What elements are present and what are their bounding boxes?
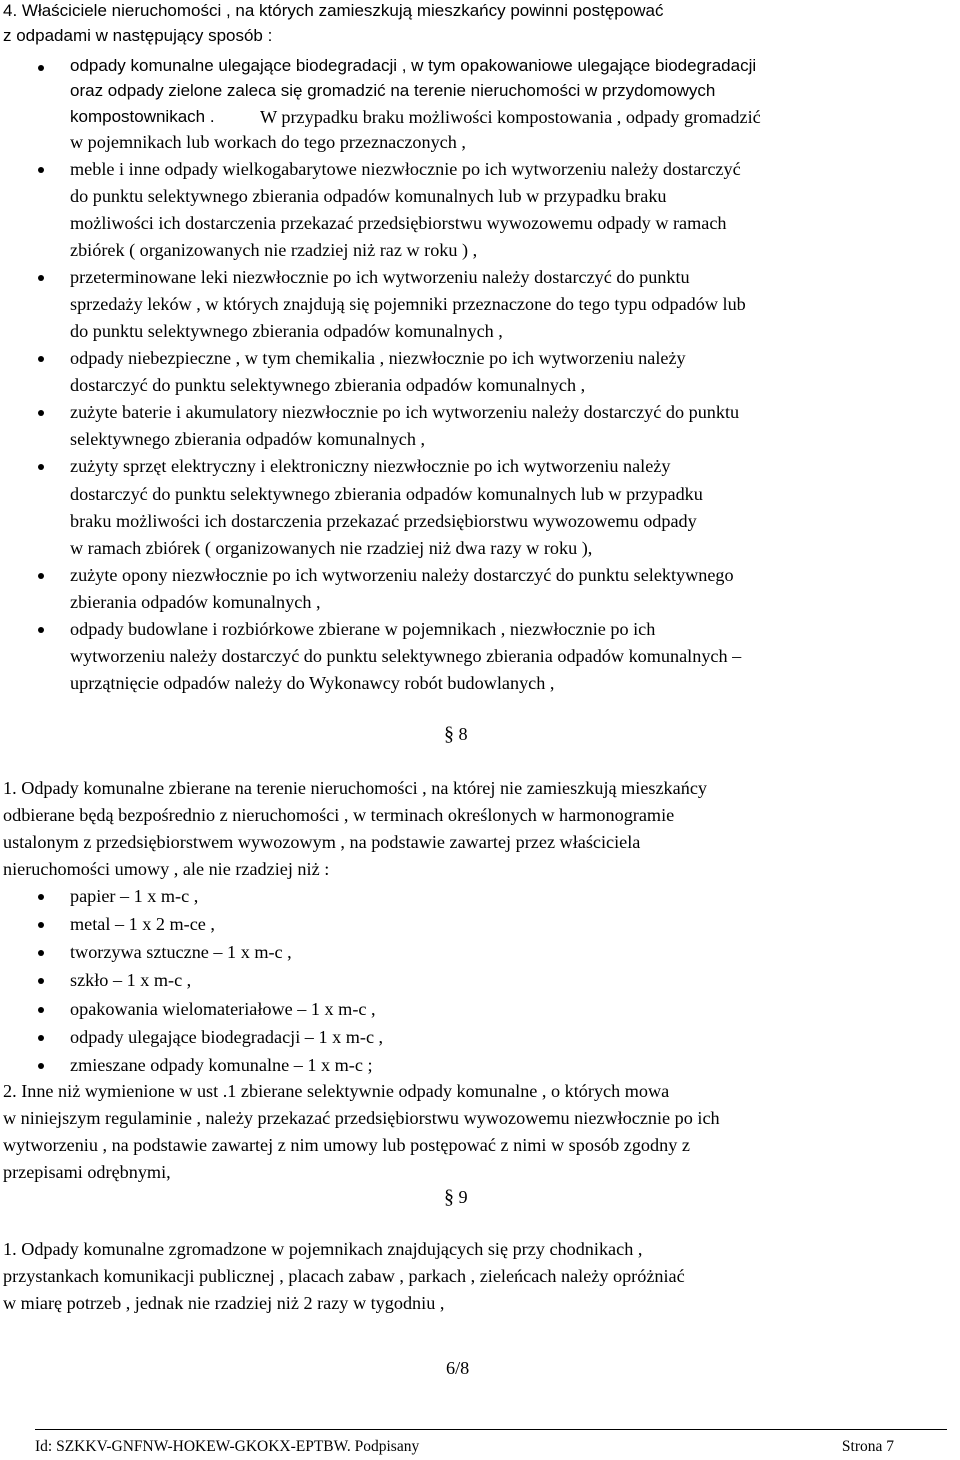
bullet-icon (38, 1035, 44, 1041)
page-counter: 6/8 (446, 1358, 470, 1378)
bullet-icon (38, 275, 44, 281)
list-item-line: dostarczyć do punktu selektywnego zbierania odpadów komunalnych lub w przypadku (70, 484, 703, 504)
bullet-icon (38, 65, 44, 71)
point4-intro-line-2: z odpadami w następujący sposób : (3, 26, 273, 45)
list-item-line: braku możliwości ich dostarczenia przekazać przedsiębiorstwu wywozowemu odpady (70, 511, 697, 531)
list-item-line: do punktu selektywnego zbierania odpadów komunalnych lub w przypadku braku (70, 186, 667, 206)
list-item: tworzywa sztuczne – 1 x m-c , (70, 942, 292, 962)
list-item-line: odpady budowlane i rozbiórkowe zbierane w pojemnikach , niezwłocznie po ich (70, 619, 656, 639)
paragraph-line: 1. Odpady komunalne zgromadzone w pojemnikach znajdujących się przy chodnikach , (3, 1239, 643, 1259)
point4-intro-line-1: 4. Właściciele nieruchomości , na których zamieszkują mieszkańcy powinni postępować (3, 1, 664, 20)
paragraph-line: wytworzeniu , na podstawie zawartej z nim umowy lub postępować z nimi w sposób zgodny z (3, 1135, 690, 1155)
bullet-icon (38, 1063, 44, 1069)
list-item-line: zużyte baterie i akumulatory niezwłocznie po ich wytworzeniu należy dostarczyć do punktu (70, 402, 740, 422)
bullet-icon (38, 950, 44, 956)
section-heading-8 (444, 724, 468, 744)
list-item-line: zużyte opony niezwłocznie po ich wytworzeniu należy dostarczyć do punktu selektywnego (70, 565, 734, 585)
list-item: metal – 1 x 2 m-ce , (70, 914, 215, 934)
paragraph-line: przystankach komunikacji publicznej , placach zabaw , parkach , zieleńcach należy opróżniać (3, 1266, 685, 1286)
list-item: zmieszane odpady komunalne – 1 x m-c ; (70, 1055, 373, 1075)
list-item-line: w pojemnikach lub workach do tego przeznaczonych , (70, 132, 466, 152)
list-item-line: zbierania odpadów komunalnych , (70, 592, 321, 612)
list-item-line: meble i inne odpady wielkogabarytowe niezwłocznie po ich wytworzeniu należy dostarczyć (70, 159, 741, 179)
list-item-line: oraz odpady zielone zaleca się gromadzić na terenie nieruchomości w przydomowych (70, 81, 716, 100)
paragraph-line: w niniejszym regulaminie , należy przekazać przedsiębiorstwu wywozowemu niezwłocznie po ich (3, 1108, 720, 1128)
bullet-icon (38, 978, 44, 984)
list-item-line: zużyty sprzęt elektryczny i elektroniczny niezwłocznie po ich wytworzeniu należy (70, 456, 671, 476)
list-item-line: odpady niebezpieczne , w tym chemikalia , niezwłocznie po ich wytworzeniu należy (70, 348, 686, 368)
list-item-line: przeterminowane leki niezwłocznie po ich wytworzeniu należy dostarczyć do punktu (70, 267, 690, 287)
list-item-line: selektywnego zbierania odpadów komunalnych , (70, 429, 426, 449)
list-item-line: możliwości ich dostarczenia przekazać przedsiębiorstwu wywozowemu odpady w ramach (70, 213, 727, 233)
list-item-line: sprzedaży leków , w których znajdują się pojemniki przeznaczone do tego typu odpadów lub (70, 294, 746, 314)
section-number: 9 (458, 1187, 468, 1207)
paragraph-line: nieruchomości umowy , ale nie rzadziej niż : (3, 859, 330, 879)
section-symbol: § (444, 1186, 454, 1208)
bullet-icon (38, 464, 44, 470)
bullet-icon (38, 573, 44, 579)
bullet-icon (38, 1007, 44, 1013)
section-symbol: § (444, 723, 454, 745)
paragraph-line: przepisami odrębnymi, (3, 1162, 171, 1182)
paragraph-line: ustalonym z przedsiębiorstwem wywozowym , na podstawie zawartej przez właściciela (3, 832, 641, 852)
list-item-line: uprzątnięcie odpadów należy do Wykonawcy robót budowlanych , (70, 673, 555, 693)
list-item: odpady ulegające biodegradacji – 1 x m-c , (70, 1027, 384, 1047)
list-item-line: wytworzeniu należy dostarczyć do punktu selektywnego zbierania odpadów komunalnych – (70, 646, 742, 666)
list-item-line: odpady komunalne ulegające biodegradacji , w tym opakowaniowe ulegające biodegradacji (70, 56, 757, 75)
footer-page-number: Strona 7 (841, 1438, 894, 1455)
bullet-icon (38, 922, 44, 928)
paragraph-line: odbierane będą bezpośrednio z nieruchomości , w terminach określonych w harmonogramie (3, 805, 675, 825)
bullet-icon (38, 894, 44, 900)
list-item: papier – 1 x m-c , (70, 886, 199, 906)
paragraph-line: w miarę potrzeb , jednak nie rzadziej niż 2 razy w tygodniu , (3, 1293, 445, 1313)
bullet-icon (38, 167, 44, 173)
list-item-line: zbiórek ( organizowanych nie rzadziej niż raz w roku ) , (70, 240, 478, 260)
bullet-icon (38, 410, 44, 416)
bullet-icon (38, 356, 44, 362)
list-item-line: W przypadku braku możliwości kompostowania , odpady gromadzić (260, 107, 761, 127)
footer-document-id: Id: SZKKV-GNFNW-HOKEW-GKOKX-EPTBW. Podpisany (35, 1438, 420, 1455)
list-item: szkło – 1 x m-c , (70, 970, 192, 990)
bullet-icon (38, 627, 44, 633)
footer-divider (35, 1429, 947, 1430)
section-number: 8 (458, 724, 468, 744)
paragraph-line: 1. Odpady komunalne zbierane na terenie nieruchomości , na której nie zamieszkują mieszkańcy (3, 778, 707, 798)
paragraph-line: 2. Inne niż wymienione w ust .1 zbierane selektywnie odpady komunalne , o których mowa (3, 1081, 670, 1101)
list-item-line: do punktu selektywnego zbierania odpadów komunalnych , (70, 321, 503, 341)
list-item-line: dostarczyć do punktu selektywnego zbierania odpadów komunalnych , (70, 375, 586, 395)
list-item-line: kompostownikach . (70, 107, 215, 126)
section-heading-9 (444, 1187, 468, 1207)
list-item-line: w ramach zbiórek ( organizowanych nie rzadziej niż dwa razy w roku ), (70, 538, 593, 558)
list-item: opakowania wielomateriałowe – 1 x m-c , (70, 999, 376, 1019)
